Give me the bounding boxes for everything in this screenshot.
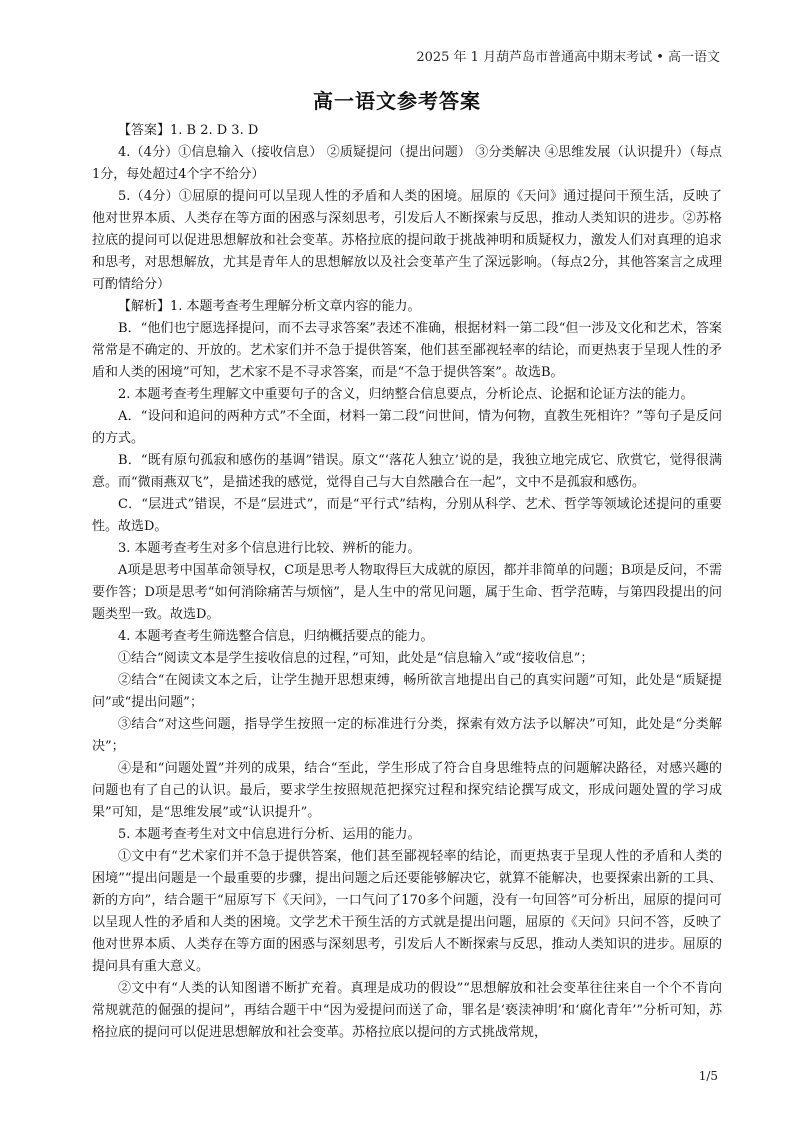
answer-q4: 4.（4分）①信息输入（接收信息） ②质疑提问（提出问题） ③分类解决 ④思维发展（认识提升）（每点1分，每处超过4个字不给分）	[92, 145, 722, 182]
analysis-q5-point-1: ①文中有“艺术家们并不急于提供答案，他们甚至鄙视轻率的结论，而更热衷于呈现人性的矛盾和人类的困境”“提出问题是一个最重要的步骤，提出问题之后还要能够解决它，就算不能解决，也要探索出新的工具、新的方向”，结合题干“屈原写下《天问》，一口气问了170多个问题，没有一句回答”可分析出，屈原的提问可以呈现人性的矛盾和人类的困境。文学艺术干预生活的方式就是提出问题，屈原的《天问》只问不答，反映了他对世界本质、人类存在等方面的困惑与深刻思考，引发后人不断探索与反思，推动人类知识的进步。屈原的提问具有重大意义。	[92, 849, 722, 974]
analysis-q5-heading: 5. 本题考查考生对文中信息进行分析、运用的能力。	[118, 827, 421, 842]
analysis-q1-option-b: B．“他们也宁愿选择提问，而不去寻求答案”表述不准确，根据材料一第二段“但一涉及文化和艺术，答案常常是不确定的、开放的。艺术家们并不急于提供答案，他们甚至鄙视轻率的结论，而更热衷于呈现人性的矛盾和人类的困境”可知，艺术家不是不寻求答案，而是“不急于提供答案”。故选B。	[92, 321, 722, 380]
answer-q5: 5.（4分）①屈原的提问可以呈现人性的矛盾和人类的困境。屈原的《天问》通过提问干预生活，反映了他对世界本质、人类存在等方面的困惑与深刻思考，引发后人不断探索与反思，推动人类知识的进步。②苏格拉底的提问可以促进思想解放和社会变革。苏格拉底的提问敢于挑战神明和质疑权力，激发人们对真理的追求和思考，对思想解放，尤其是青年人的思想解放以及社会变革产生了深远影响。（每点2分，其他答案言之成理可酌情给分）	[92, 189, 722, 292]
analysis-q2-option-b: B．“既有原句孤寂和感伤的基调”错误。原文“‘落花人独立’说的是，我独立地完成它、欣赏它，觉得很满意。而“微雨燕双飞”，是描述我的感觉，觉得自己与大自然融合在一起”，文中不是孤寂和感伤。	[92, 453, 722, 490]
analysis-q4-heading: 4. 本题考查考生筛选整合信息，归纳概括要点的能力。	[118, 629, 434, 644]
analysis-q4-point-4: ④是和“问题处置”并列的成果，结合“至此，学生形成了符合自身思维特点的问题解决路径，对感兴趣的问题也有了自己的认识。最后，要求学生按照规范把探究过程和探究结论撰写成文，形成问题处置的学习成果”可知，是“思维发展”或“认识提升”。	[92, 761, 722, 820]
answer-key-line: 【答案】1. B 2. D 3. D	[118, 123, 259, 138]
exam-header-note: 2025 年 1 月葫芦岛市普通高中期末考试 • 高一语文	[416, 50, 720, 65]
analysis-q2-option-a: A．“设问和追问的两种方式”不全面，材料一第二段“问世间，情为何物，直教生死相许？”等句子是反问的方式。	[92, 409, 722, 446]
analysis-q4-point-1: ①结合“阅读文本是学生接收信息的过程，”可知，此处是“信息输入”或“接收信息”；	[118, 651, 594, 666]
analysis-q2-heading: 2. 本题考查考生理解文中重要句子的含义，归纳整合信息要点，分析论点、论据和论证方法的能力。	[118, 387, 694, 402]
page-title: 高一语文参考答案	[313, 89, 481, 113]
answer-body	[92, 120, 722, 1044]
page-number: 1/5	[698, 1069, 718, 1083]
analysis-q3-heading: 3. 本题考查考生对多个信息进行比较、辨析的能力。	[118, 541, 421, 556]
analysis-q2-option-c: C．“层进式”错误，不是“层进式”，而是“平行式”结构，分别从科学、艺术、哲学等领域论述提问的重要性。故选D。	[92, 497, 722, 534]
analysis-q3-body: A项是思考中国革命领导权，C项是思考人物取得巨大成就的原因，都并非简单的问题；B项是反问，不需要作答；D项是思考“如何消除痛苦与烦恼”，是人生中的常见问题，属于生命、哲学范畴，与第四段提出的问题类型一致。故选D。	[92, 563, 722, 622]
analysis-q5-point-2: ②文中有“人类的认知图谱不断扩充着。真理是成功的假设”“思想解放和社会变革往往来自一个个不肯向常规就范的倔强的提问”，再结合题干中“因为爱提问而送了命，罪名是‘亵渎神明’和‘腐化青年’”分析可知，苏格拉底的提问可以促进思想解放和社会变革。苏格拉底以提问的方式挑战常规，	[92, 981, 722, 1040]
analysis-q4-point-3: ③结合“对这些问题，指导学生按照一定的标准进行分类，探索有效方法予以解决”可知，此处是“分类解决”；	[92, 717, 722, 754]
analysis-q1-heading: 【解析】1. 本题考查考生理解分析文章内容的能力。	[118, 299, 421, 314]
analysis-q4-point-2: ②结合“在阅读文本之后，让学生抛开思想束缚，畅所欲言地提出自己的真实问题”可知，此处是“质疑提问”或“提出问题”；	[92, 673, 722, 710]
